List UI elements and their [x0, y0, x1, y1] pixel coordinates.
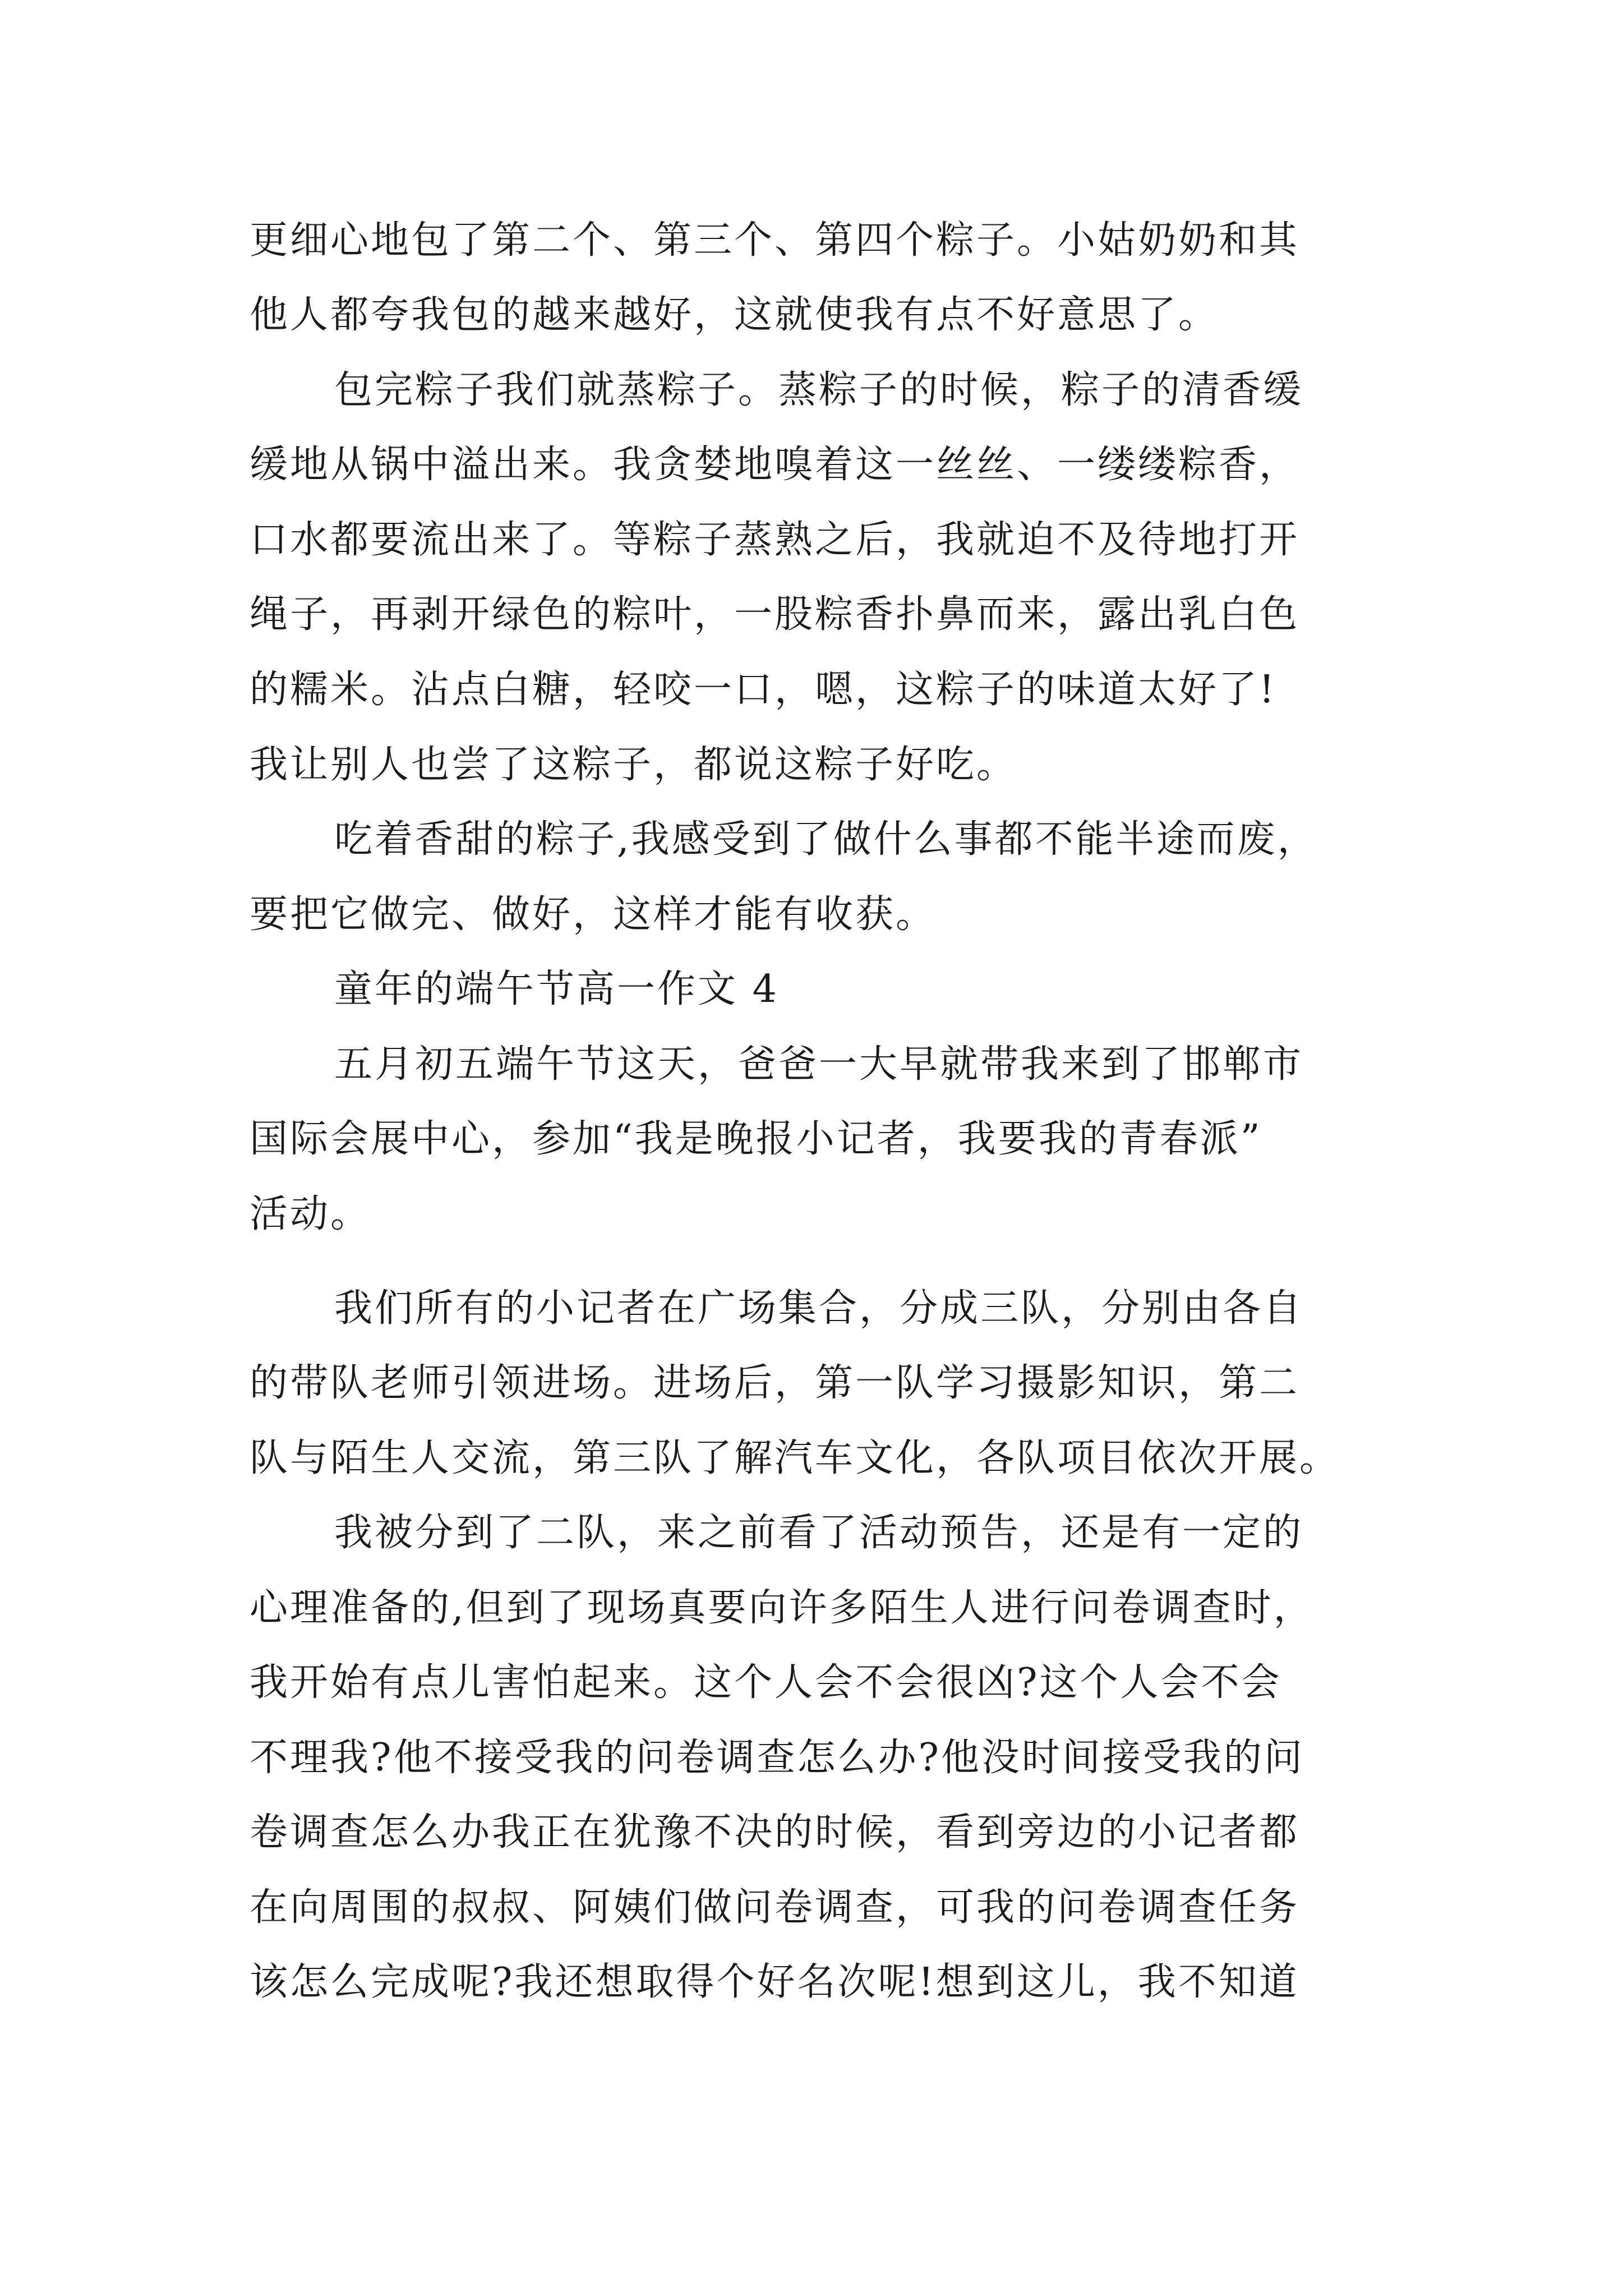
- text-line: 要把它做完、做好，这样才能有收获。: [250, 892, 937, 937]
- text-line: 不理我?他不接受我的问卷调查怎么办?他没时间接受我的问: [250, 1736, 1304, 1780]
- text-line: 心理准备的,但到了现场真要向许多陌生人进行问卷调查时，: [250, 1586, 1314, 1630]
- paragraph-first-line: 我们所有的小记者在广场集合，分成三队，分别由各自: [334, 1286, 1304, 1331]
- text-line: 该怎么完成呢?我还想取得个好名次呢!想到这儿，我不知道: [250, 1960, 1299, 2004]
- text-line: 活动。: [250, 1192, 371, 1236]
- text-line: 口水都要流出来了。等粽子蒸熟之后，我就迫不及待地打开: [250, 518, 1300, 562]
- text-line: 他人都夸我包的越来越好，这就使我有点不好意思了。: [250, 293, 1219, 337]
- text-line: 的糯米。沾点白糖，轻咬一口，嗯，这粽子的味道太好了!: [250, 668, 1277, 712]
- text-line: 在向周围的叔叔、阿姨们做问卷调查，可我的问卷调查任务: [250, 1885, 1300, 1930]
- paragraph-first-line: 我被分到了二队，来之前看了活动预告，还是有一定的: [334, 1511, 1304, 1555]
- text-line: 我开始有点儿害怕起来。这个人会不会很凶?这个人会不会: [250, 1660, 1282, 1705]
- text-line: 的带队老师引领进场。进场后，第一队学习摄影知识，第二: [250, 1361, 1300, 1405]
- text-line: 更细心地包了第二个、第三个、第四个粽子。小姑奶奶和其: [250, 218, 1300, 263]
- text-line: 队与陌生人交流，第三队了解汽车文化，各队项目依次开展。: [250, 1436, 1340, 1480]
- text-line: 国际会展中心，参加“我是晚报小记者，我要我的青春派”: [250, 1117, 1262, 1161]
- section-heading: 童年的端午节高一作文 4: [334, 967, 779, 1011]
- paragraph-first-line: 吃着香甜的粽子,我感受到了做什么事都不能半途而废，: [334, 817, 1318, 862]
- text-line: 卷调查怎么办我正在犹豫不决的时候，看到旁边的小记者都: [250, 1810, 1300, 1855]
- text-line: 我让别人也尝了这粽子，都说这粽子好吃。: [250, 743, 1017, 787]
- text-line: 绳子，再剥开绿色的粽叶，一股粽香扑鼻而来，露出乳白色: [250, 592, 1300, 637]
- text-line: 缓地从锅中溢出来。我贪婪地嗅着这一丝丝、一缕缕粽香，: [250, 443, 1300, 487]
- paragraph-first-line: 五月初五端午节这天，爸爸一大早就带我来到了邯郸市: [334, 1042, 1304, 1087]
- paragraph-first-line: 包完粽子我们就蒸粽子。蒸粽子的时候，粽子的清香缓: [334, 368, 1304, 412]
